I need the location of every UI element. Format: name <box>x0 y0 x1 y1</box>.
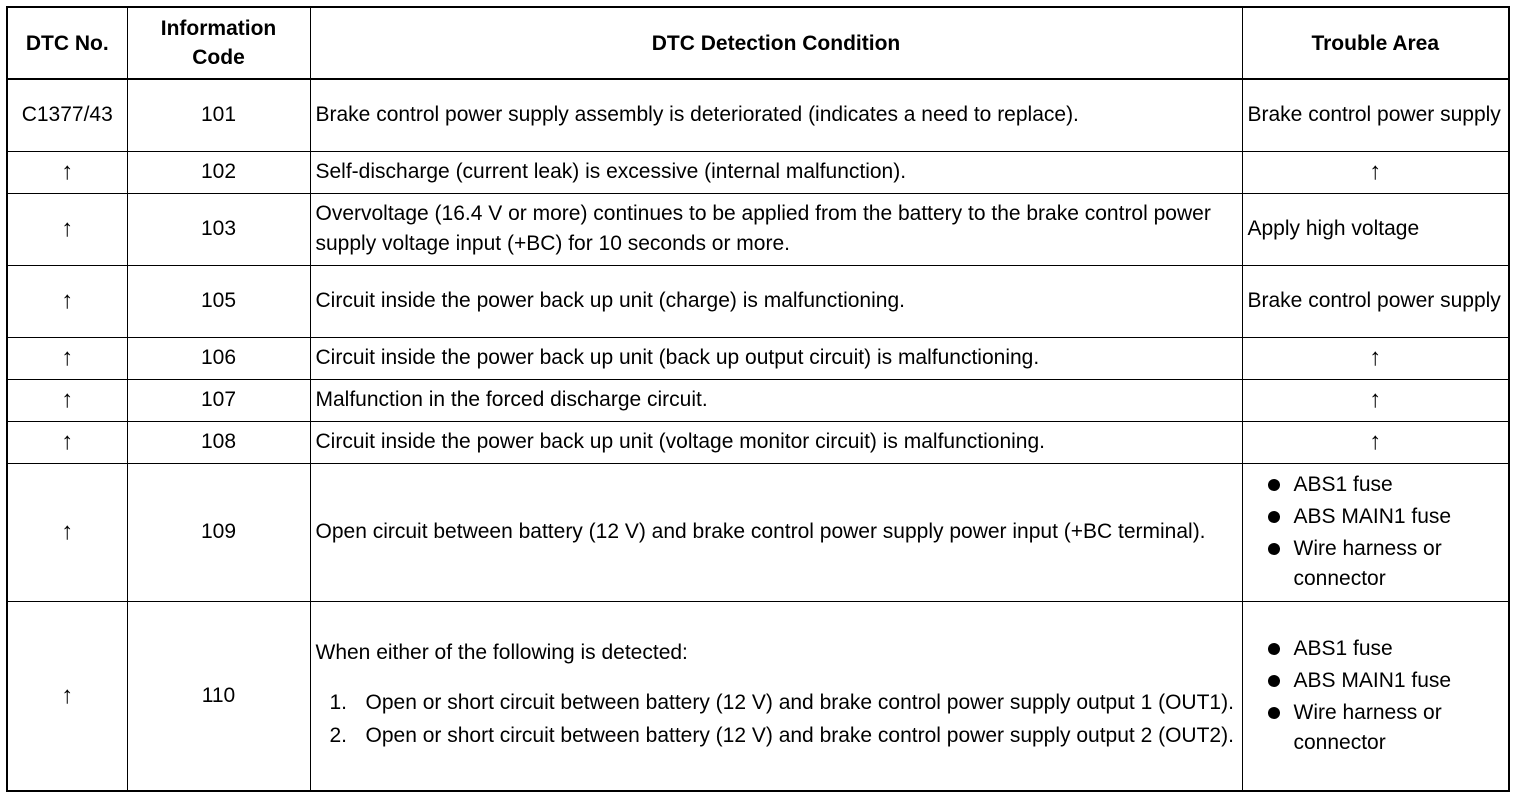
condition-cell: Circuit inside the power back up unit (charge) is malfunctioning. <box>310 265 1242 337</box>
condition-cell: Brake control power supply assembly is deteriorated (indicates a need to replace). <box>310 79 1242 151</box>
list-item: ABS1 fuse <box>1256 634 1504 664</box>
bullet-icon <box>1268 707 1280 719</box>
header-detection-condition: DTC Detection Condition <box>310 7 1242 79</box>
trouble-area-cell: Brake control power supply <box>1242 79 1509 151</box>
bullet-icon <box>1268 643 1280 655</box>
table-row <box>7 463 1509 601</box>
list-item: Wire harness or connector <box>1256 698 1504 758</box>
condition-cell: Overvoltage (16.4 V or more) continues to be applied from the battery to the brake control power supply voltage input (+BC) for 10 seconds or more. <box>310 193 1242 265</box>
list-item: ABS1 fuse <box>1256 470 1504 500</box>
table-row <box>7 79 1509 151</box>
trouble-area-cell: Apply high voltage <box>1242 193 1509 265</box>
condition-cell: Circuit inside the power back up unit (voltage monitor circuit) is malfunctioning. <box>310 421 1242 463</box>
dtc-cell: ↑ <box>7 379 127 421</box>
header-dtc-no: DTC No. <box>7 7 127 79</box>
bullet-icon <box>1268 543 1280 555</box>
condition-cell: Open circuit between battery (12 V) and brake control power supply power input (+BC terminal). <box>310 463 1242 601</box>
list-item: Wire harness or connector <box>1256 534 1504 594</box>
trouble-area-cell: ↑ <box>1242 151 1509 193</box>
table-row <box>7 193 1509 265</box>
dtc-cell: ↑ <box>7 421 127 463</box>
trouble-area-list <box>1248 470 1504 594</box>
condition-list <box>316 688 1237 751</box>
info-code-cell: 105 <box>127 265 310 337</box>
condition-cell: Circuit inside the power back up unit (back up output circuit) is malfunctioning. <box>310 337 1242 379</box>
header-trouble-area: Trouble Area <box>1242 7 1509 79</box>
bullet-icon <box>1268 479 1280 491</box>
table-row <box>7 379 1509 421</box>
table-header-row <box>7 7 1509 79</box>
info-code-cell: 101 <box>127 79 310 151</box>
info-code-cell: 106 <box>127 337 310 379</box>
condition-intro: When either of the following is detected: <box>315 640 688 664</box>
table-row <box>7 421 1509 463</box>
info-code-cell: 108 <box>127 421 310 463</box>
trouble-area-list <box>1248 634 1504 758</box>
trouble-area-cell: ↑ <box>1242 379 1509 421</box>
list-item: 1. Open or short circuit between battery (12 V) and brake control power supply output 1 (OUT1). <box>329 690 1234 714</box>
bullet-icon <box>1268 511 1280 523</box>
info-code-cell: 110 <box>127 601 310 791</box>
dtc-table <box>6 6 1510 792</box>
trouble-area-cell <box>1242 463 1509 601</box>
trouble-area-cell <box>1242 601 1509 791</box>
list-item: ABS MAIN1 fuse <box>1256 502 1504 532</box>
dtc-cell: ↑ <box>7 193 127 265</box>
dtc-cell: C1377/43 <box>7 79 127 151</box>
trouble-area-cell: ↑ <box>1242 337 1509 379</box>
list-item: ABS MAIN1 fuse <box>1256 666 1504 696</box>
condition-cell: Self-discharge (current leak) is excessive (internal malfunction). <box>310 151 1242 193</box>
table-row <box>7 265 1509 337</box>
trouble-area-cell: Brake control power supply <box>1242 265 1509 337</box>
trouble-area-cell: ↑ <box>1242 421 1509 463</box>
info-code-cell: 107 <box>127 379 310 421</box>
table-row <box>7 601 1509 791</box>
table-row <box>7 151 1509 193</box>
dtc-cell: ↑ <box>7 337 127 379</box>
dtc-cell: ↑ <box>7 151 127 193</box>
dtc-cell: ↑ <box>7 601 127 791</box>
bullet-icon <box>1268 675 1280 687</box>
dtc-cell: ↑ <box>7 265 127 337</box>
list-item: 2. Open or short circuit between battery (12 V) and brake control power supply output 2 (OUT2). <box>329 723 1234 747</box>
info-code-cell: 103 <box>127 193 310 265</box>
table-row <box>7 337 1509 379</box>
info-code-cell: 109 <box>127 463 310 601</box>
header-information-code: Information Code <box>127 7 310 79</box>
dtc-cell: ↑ <box>7 463 127 601</box>
dtc-table-container <box>6 6 1510 792</box>
condition-cell: Malfunction in the forced discharge circuit. <box>310 379 1242 421</box>
condition-cell <box>310 601 1242 791</box>
info-code-cell: 102 <box>127 151 310 193</box>
